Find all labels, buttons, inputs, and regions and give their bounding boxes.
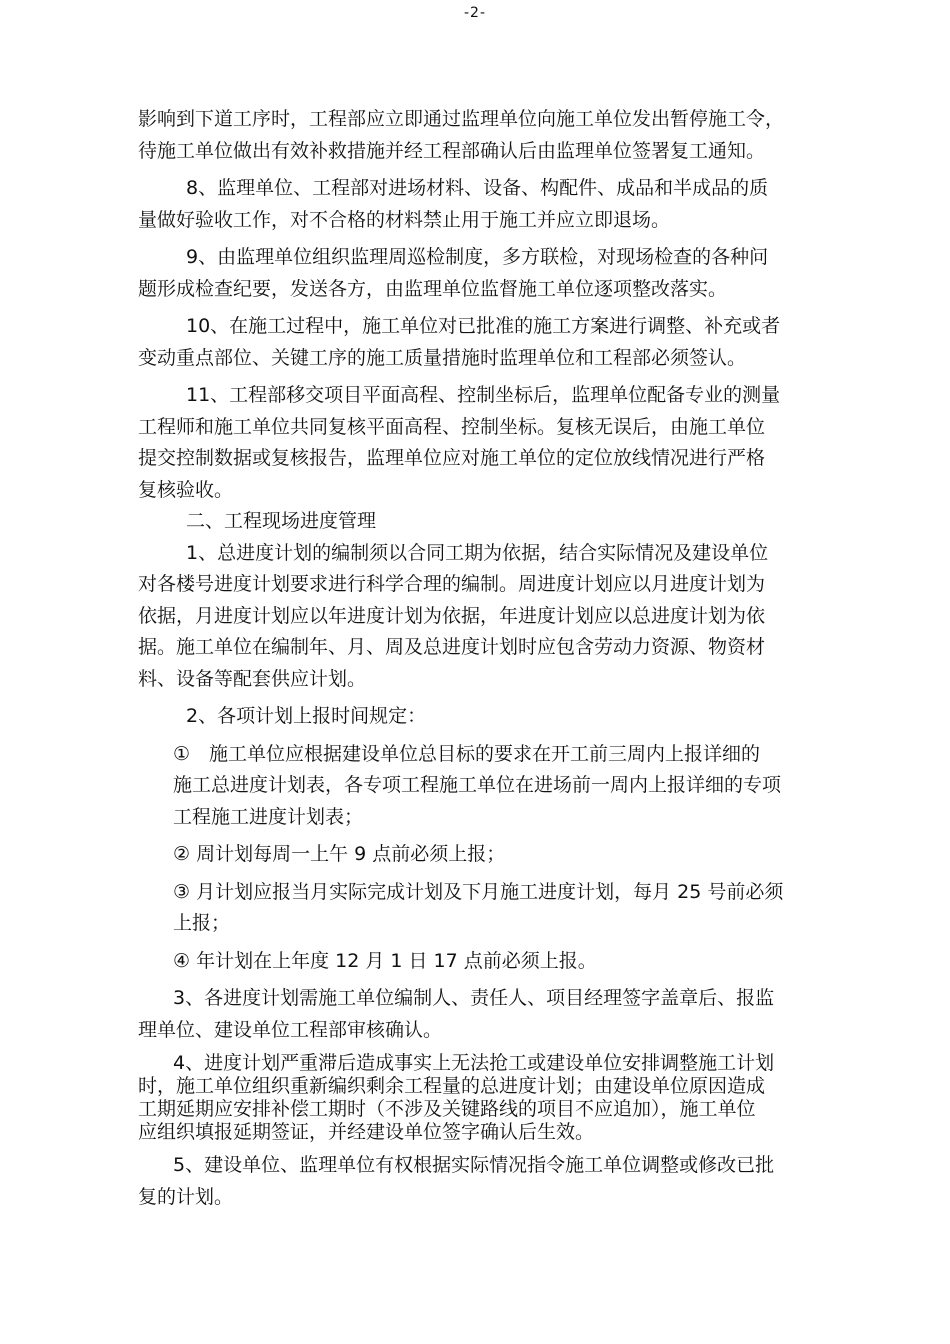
section-heading <box>138 506 828 538</box>
paragraph <box>138 1150 828 1213</box>
document-body <box>138 104 828 1213</box>
list-item <box>138 946 828 978</box>
paragraph <box>138 242 828 305</box>
paragraph <box>138 1052 828 1144</box>
paragraph <box>138 701 828 733</box>
text-line: 依据，月进度计划应以年进度计划为依据，年进度计划应以总进度计划为依 <box>138 604 766 627</box>
text-line: ③ 月计划应报当月实际完成计划及下月施工进度计划，每月 25 号前必须 <box>173 880 784 903</box>
text-line: 待施工单位做出有效补救措施并经工程部确认后由监理单位签署复工通知。 <box>138 139 766 162</box>
paragraph <box>138 538 828 696</box>
text-line: 料、设备等配套供应计划。 <box>138 667 367 690</box>
text-line: 5、建设单位、监理单位有权根据实际情况指令施工单位调整或修改已批 <box>173 1154 775 1176</box>
text-line: 4、进度计划严重滞后造成事实上无法抢工或建设单位安排调整施工计划 <box>173 1052 775 1074</box>
text-line: 对各楼号进度计划要求进行科学合理的编制。周进度计划应以月进度计划为 <box>138 573 766 595</box>
text-line: 工期延期应安排补偿工期时（不涉及关键路线的项目不应追加），施工单位 <box>138 1098 756 1120</box>
text-line: 提交控制数据或复核报告，监理单位应对施工单位的定位放线情况进行严格 <box>138 447 766 469</box>
text-line: 应组织填报延期签证，并经建设单位签字确认后生效。 <box>138 1121 595 1143</box>
text-line: 复的计划。 <box>138 1185 234 1208</box>
text-line: 影响到下道工序时，工程部应立即通过监理单位向施工单位发出暂停施工令， <box>138 108 785 130</box>
text-line: 工程施工进度计划表； <box>173 805 364 828</box>
text-line: 3、各进度计划需施工单位编制人、责任人、项目经理签字盖章后、报监 <box>173 987 775 1009</box>
text-line: 变动重点部位、关键工序的施工质量措施时监理单位和工程部必须签认。 <box>138 346 747 369</box>
list-item <box>138 839 828 871</box>
text-line: 理单位、建设单位工程部审核确认。 <box>138 1018 443 1041</box>
text-line: 8、监理单位、工程部对进场材料、设备、构配件、成品和半成品的质 <box>186 177 769 199</box>
text-line: 时，施工单位组织重新编织剩余工程量的总进度计划；由建设单位原因造成 <box>138 1075 766 1097</box>
text-line: 10、在施工过程中，施工单位对已批准的施工方案进行调整、补充或者 <box>186 315 781 337</box>
text-line: 据。施工单位在编制年、月、周及总进度计划时应包含劳动力资源、物资材 <box>138 636 766 658</box>
page-number: -2- <box>463 5 486 21</box>
text-line: 复核验收。 <box>138 478 234 501</box>
paragraph <box>138 380 828 506</box>
heading-line: 二、工程现场进度管理 <box>186 510 377 532</box>
paragraph <box>138 173 828 236</box>
text-line: 量做好验收工作，对不合格的材料禁止用于施工并应立即退场。 <box>138 208 671 231</box>
text-line: ① 施工单位应根据建设单位总目标的要求在开工前三周内上报详细的 <box>173 742 761 765</box>
list-item <box>138 877 828 940</box>
text-line: 工程师和施工单位共同复核平面高程、控制坐标。复核无误后，由施工单位 <box>138 415 766 438</box>
text-line: 施工总进度计划表，各专项工程施工单位在进场前一周内上报详细的专项 <box>173 774 782 796</box>
text-line: 1、总进度计划的编制须以合同工期为依据，结合实际情况及建设单位 <box>186 541 769 564</box>
paragraph <box>138 311 828 374</box>
text-line: 11、工程部移交项目平面高程、控制坐标后，监理单位配备专业的测量 <box>186 384 781 406</box>
paragraph <box>138 983 828 1046</box>
list-item <box>138 739 828 834</box>
text-line: ④ 年计划在上年度 12 月 1 日 17 点前必须上报。 <box>173 949 597 972</box>
text-line: 2、各项计划上报时间规定： <box>186 705 427 727</box>
text-line: 上报； <box>173 912 231 934</box>
paragraph <box>138 104 828 167</box>
text-line: ② 周计划每周一上午 9 点前必须上报； <box>173 843 506 865</box>
text-line: 9、由监理单位组织监理周巡检制度，多方联检，对现场检查的各种问 <box>186 246 769 268</box>
text-line: 题形成检查纪要，发送各方，由监理单位监督施工单位逐项整改落实。 <box>138 277 728 300</box>
